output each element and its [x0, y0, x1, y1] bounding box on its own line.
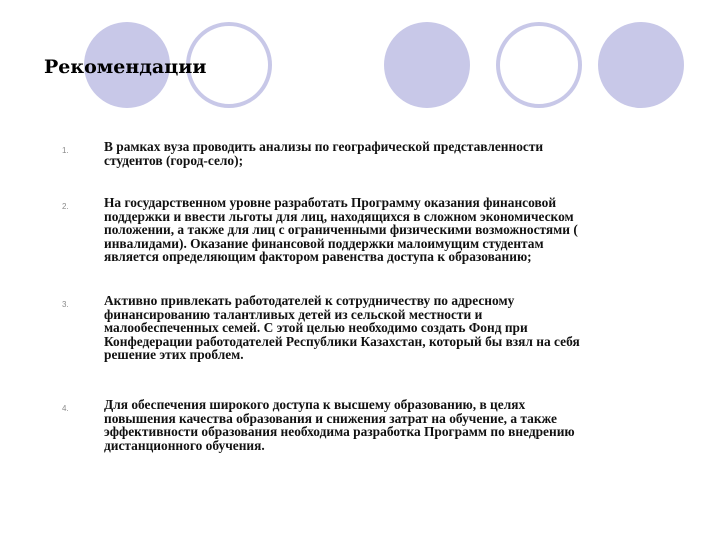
decorative-circle-filled — [384, 22, 470, 108]
list-item-number: 3. — [62, 300, 69, 309]
list-item-text: Активно привлекать работодателей к сотрудничеству по адресному финансированию талантливых детей из сельской местности и малообеспеченных семей. С этой целью необходимо создать Фонд при Конфедерации работодателей Республики Казахстан, который бы взял на себя решение этих проблем. — [104, 293, 580, 363]
decorative-circle-outline — [496, 22, 582, 108]
list-item-number: 4. — [62, 404, 69, 413]
list-item-text: На государственном уровне разработать Программу оказания финансовой поддержки и ввести льготы для лиц, находящихся в сложном экономическом положении, а также для лиц с ограниченными физическими возможностями ( инвалидами). Оказание финансовой поддержки малоимущим студентам является определяющим фактором равенства доступа к образованию; — [104, 195, 578, 265]
list-item-number: 2. — [62, 202, 69, 211]
slide-title: Рекомендации — [44, 56, 207, 78]
list-item-text: В рамках вуза проводить анализы по географической представленности студентов (город-село); — [104, 139, 544, 168]
decorative-circle-filled — [598, 22, 684, 108]
list-item-text: Для обеспечения широкого доступа к высшему образованию, в целях повышения качества образования и снижения затрат на обучение, а также эффективности образования необходима разработка Программ по внедрению дистанционного обучения. — [104, 397, 575, 453]
list-item-number: 1. — [62, 146, 69, 155]
